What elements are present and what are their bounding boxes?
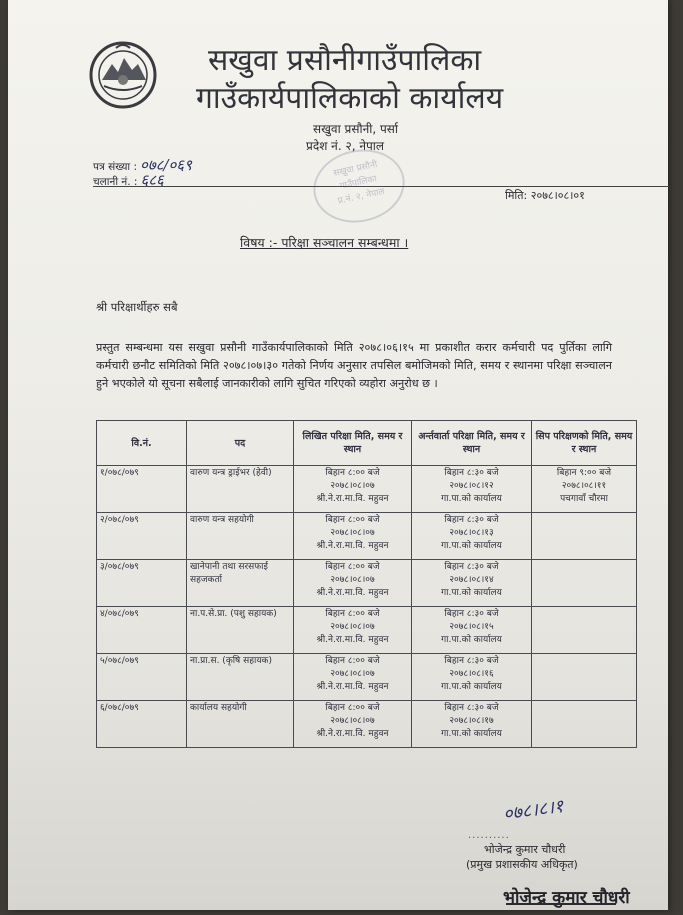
office-title: गाउँकार्यपालिकाको कार्यालय (196, 81, 504, 116)
cell-skill: बिहान ९:०० बजे २०७८।०८।११ पचगावाँ चौरमा (532, 466, 637, 513)
cell-sn: ४/०७८/०७९ (97, 607, 187, 654)
dispatch-number-label: चलानी नं. : (93, 176, 138, 188)
cell-skill (532, 654, 637, 701)
cell-written: बिहान ८:०० बजे २०७८।०८।०७ श्री.ने.रा.मा.वि. महुवन (294, 701, 412, 748)
cell-post: कार्यालय सहयोगी (187, 701, 294, 748)
header-written: लिखित परिक्षा मिति, समय र स्थान (294, 421, 412, 466)
letter-number-value: ०७८/०६९ (140, 156, 192, 174)
header-sn: वि.नं. (97, 421, 187, 466)
name-stamp: भोजेन्द्र कुमार चौधरी (503, 888, 630, 908)
cell-post: ना.प.से.प्रा. (पशु सहायक) (187, 607, 294, 654)
cell-interview: बिहान ८:३० बजे २०७८।०८।१६ गा.पा.को कार्यालय (412, 654, 532, 701)
municipality-title: सखुवा प्रसौनीगाउँपालिका (208, 43, 482, 78)
cell-skill (532, 607, 637, 654)
cell-interview: बिहान ८:३० बजे २०७८।०८।१२ गा.पा.को कार्यालय (412, 466, 532, 513)
cell-post: वारुण यन्त्र ड्राईभर (हेवी) (187, 466, 294, 513)
letter-body: प्रस्तुत सम्बन्धमा यस सखुवा प्रसौनी गाउँकार्यपालिकाको मिति २०७८।०६।१५ मा प्रकाशीत करार कर्मचारी पद पुर्तिका लागि कर्मचारी छनौट समितिको मिति २०७८।०७।३० गतेको निर्णय अनुसार तपसिल बमोजिमको मिति, समय र स्थानमा परिक्षा सञ्चालन हुने भएकोले यो सूचना सबैलाई जानकारीको लागि सुचित गरिएको व्यहोरा अनुरोध छ । (96, 341, 612, 390)
government-emblem-logo (88, 40, 158, 110)
letter-number-label: पत्र संख्या : (93, 161, 138, 173)
office-seal-stamp: सखुवा प्रसौनी गाउँपालिका प्र.नं. २, नेपाल (307, 141, 412, 231)
address-line-2: प्रदेश नं. २, नेपाल (306, 139, 385, 153)
cell-interview: बिहान ८:३० बजे २०७८।०८।१५ गा.पा.को कार्यालय (412, 607, 532, 654)
letter-subject: विषय :- परिक्षा सञ्चालन सम्बन्धमा । (240, 235, 409, 250)
table-row (97, 654, 637, 701)
header-interview: अर्न्तवार्ता परिक्षा मिति, समय र स्थान (412, 421, 532, 466)
table-row (97, 701, 637, 748)
cell-skill (532, 560, 637, 607)
table-row (97, 466, 637, 513)
cell-post: खानेपानी तथा सरसफाई सहजकर्ता (187, 560, 294, 607)
header-post: पद (187, 421, 294, 466)
cell-interview: बिहान ८:३० बजे २०७८।०८।१७ गा.पा.को कार्यालय (412, 701, 532, 748)
cell-sn: ५/०७८/०७९ (97, 654, 187, 701)
signatory-title: (प्रमुख प्रशासकीय अधिकृत) (466, 858, 578, 871)
cell-sn: १/०७८/०७९ (97, 466, 187, 513)
cell-written: बिहान ८:०० बजे २०७८।०८।०७ श्री.ने.रा.मा.वि. महुवन (294, 654, 412, 701)
name-stamp-underline (506, 903, 616, 915)
header-skill: सिप परिक्षणको मिति, समय र स्थान (532, 421, 637, 466)
signature-line: .......... (468, 830, 510, 841)
table-header-row (97, 421, 637, 466)
handwritten-signature: ०७८।८।१ (501, 795, 565, 826)
cell-post: वारुण यन्त्र सहयोगी (187, 513, 294, 560)
cell-skill (532, 513, 637, 560)
cell-written: बिहान ८:०० बजे २०७८।०८।०७ श्री.ने.रा.मा.वि. महुवन (294, 513, 412, 560)
signatory-name: भोजेन्द्र कुमार चौधरी (484, 843, 566, 856)
cell-written: बिहान ८:०० बजे २०७८।०८।०७ श्री.ने.रा.मा.वि. महुवन (294, 560, 412, 607)
letter-page (8, 0, 668, 910)
salutation: श्री परिक्षार्थीहरु सबै (96, 300, 178, 314)
table-row (97, 607, 637, 654)
cell-written: बिहान ८:०० बजे २०७८।०८।०७ श्री.ने.रा.मा.वि. महुवन (294, 607, 412, 654)
cell-post: ना.प्रा.स. (कृषि सहायक) (187, 654, 294, 701)
cell-interview: बिहान ८:३० बजे २०७८।०८।१३ गा.पा.को कार्यालय (412, 513, 532, 560)
cell-written: बिहान ८:०० बजे २०७८।०८।०७ श्री.ने.रा.मा.वि. महुवन (294, 466, 412, 513)
cell-sn: ६/०७८/०७९ (97, 701, 187, 748)
dispatch-number (93, 170, 164, 190)
cell-sn: २/०७८/०७९ (97, 513, 187, 560)
cell-interview: बिहान ८:३० बजे २०७८।०८।१४ गा.पा.को कार्यालय (412, 560, 532, 607)
letter-date: मिति: २०७८।०८।०१ (505, 189, 585, 202)
cell-skill (532, 701, 637, 748)
table-row (97, 560, 637, 607)
exam-schedule-table (96, 420, 637, 748)
header-divider (93, 186, 669, 187)
table-row (97, 513, 637, 560)
dispatch-number-value: ६८६ (140, 171, 164, 189)
cell-sn: ३/०७८/०७९ (97, 560, 187, 607)
address-line-1: सखुवा प्रसौनी, पर्सा (313, 122, 399, 136)
